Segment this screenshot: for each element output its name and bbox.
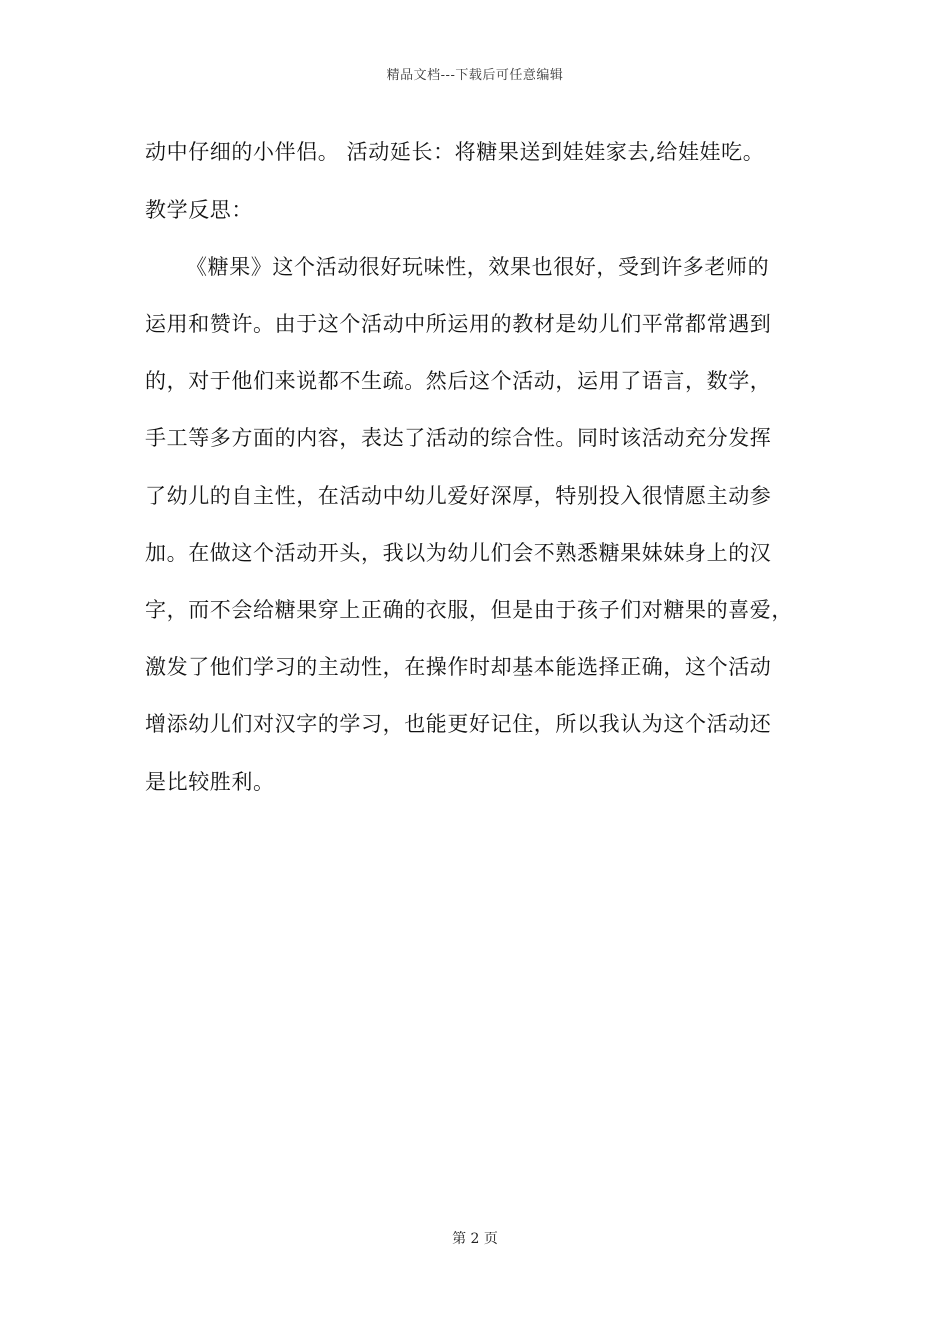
body-line: 了幼儿的自主性，在活动中幼儿爱好深厚，特别投入很情愿主动参 [145, 484, 772, 508]
body-line: 激发了他们学习的主动性，在操作时却基本能选择正确，这个活动 [145, 655, 772, 679]
page-header: 精品文档---下载后可任意编辑 [386, 68, 564, 83]
body-line: 《糖果》这个活动很好玩味性，效果也很好，受到许多老师的 [186, 255, 770, 279]
body-line: 是比较胜利。 [145, 770, 275, 794]
body-line: 运用和赞许。由于这个活动中所运用的教材是幼儿们平常都常遇到 [145, 312, 772, 336]
body-line: 手工等多方面的内容，表达了活动的综合性。同时该活动充分发挥 [145, 426, 772, 450]
body-line: 加。在做这个活动开头，我以为幼儿们会不熟悉糖果妹妹身上的汉 [145, 541, 772, 565]
body-line: 字，而不会给糖果穿上正确的衣服，但是由于孩子们对糖果的喜爱， [145, 598, 793, 622]
body-line: 动中仔细的小伴侣。 活动延长：将糖果送到娃娃家去,给娃娃吃。 [145, 140, 765, 164]
page-number: 第 2 页 [452, 1231, 498, 1247]
body-line: 增添幼儿们对汉字的学习，也能更好记住，所以我认为这个活动还 [145, 712, 772, 736]
section-heading: 教学反思： [145, 198, 253, 222]
body-line: 的，对于他们来说都不生疏。然后这个活动，运用了语言，数学， [145, 369, 772, 393]
